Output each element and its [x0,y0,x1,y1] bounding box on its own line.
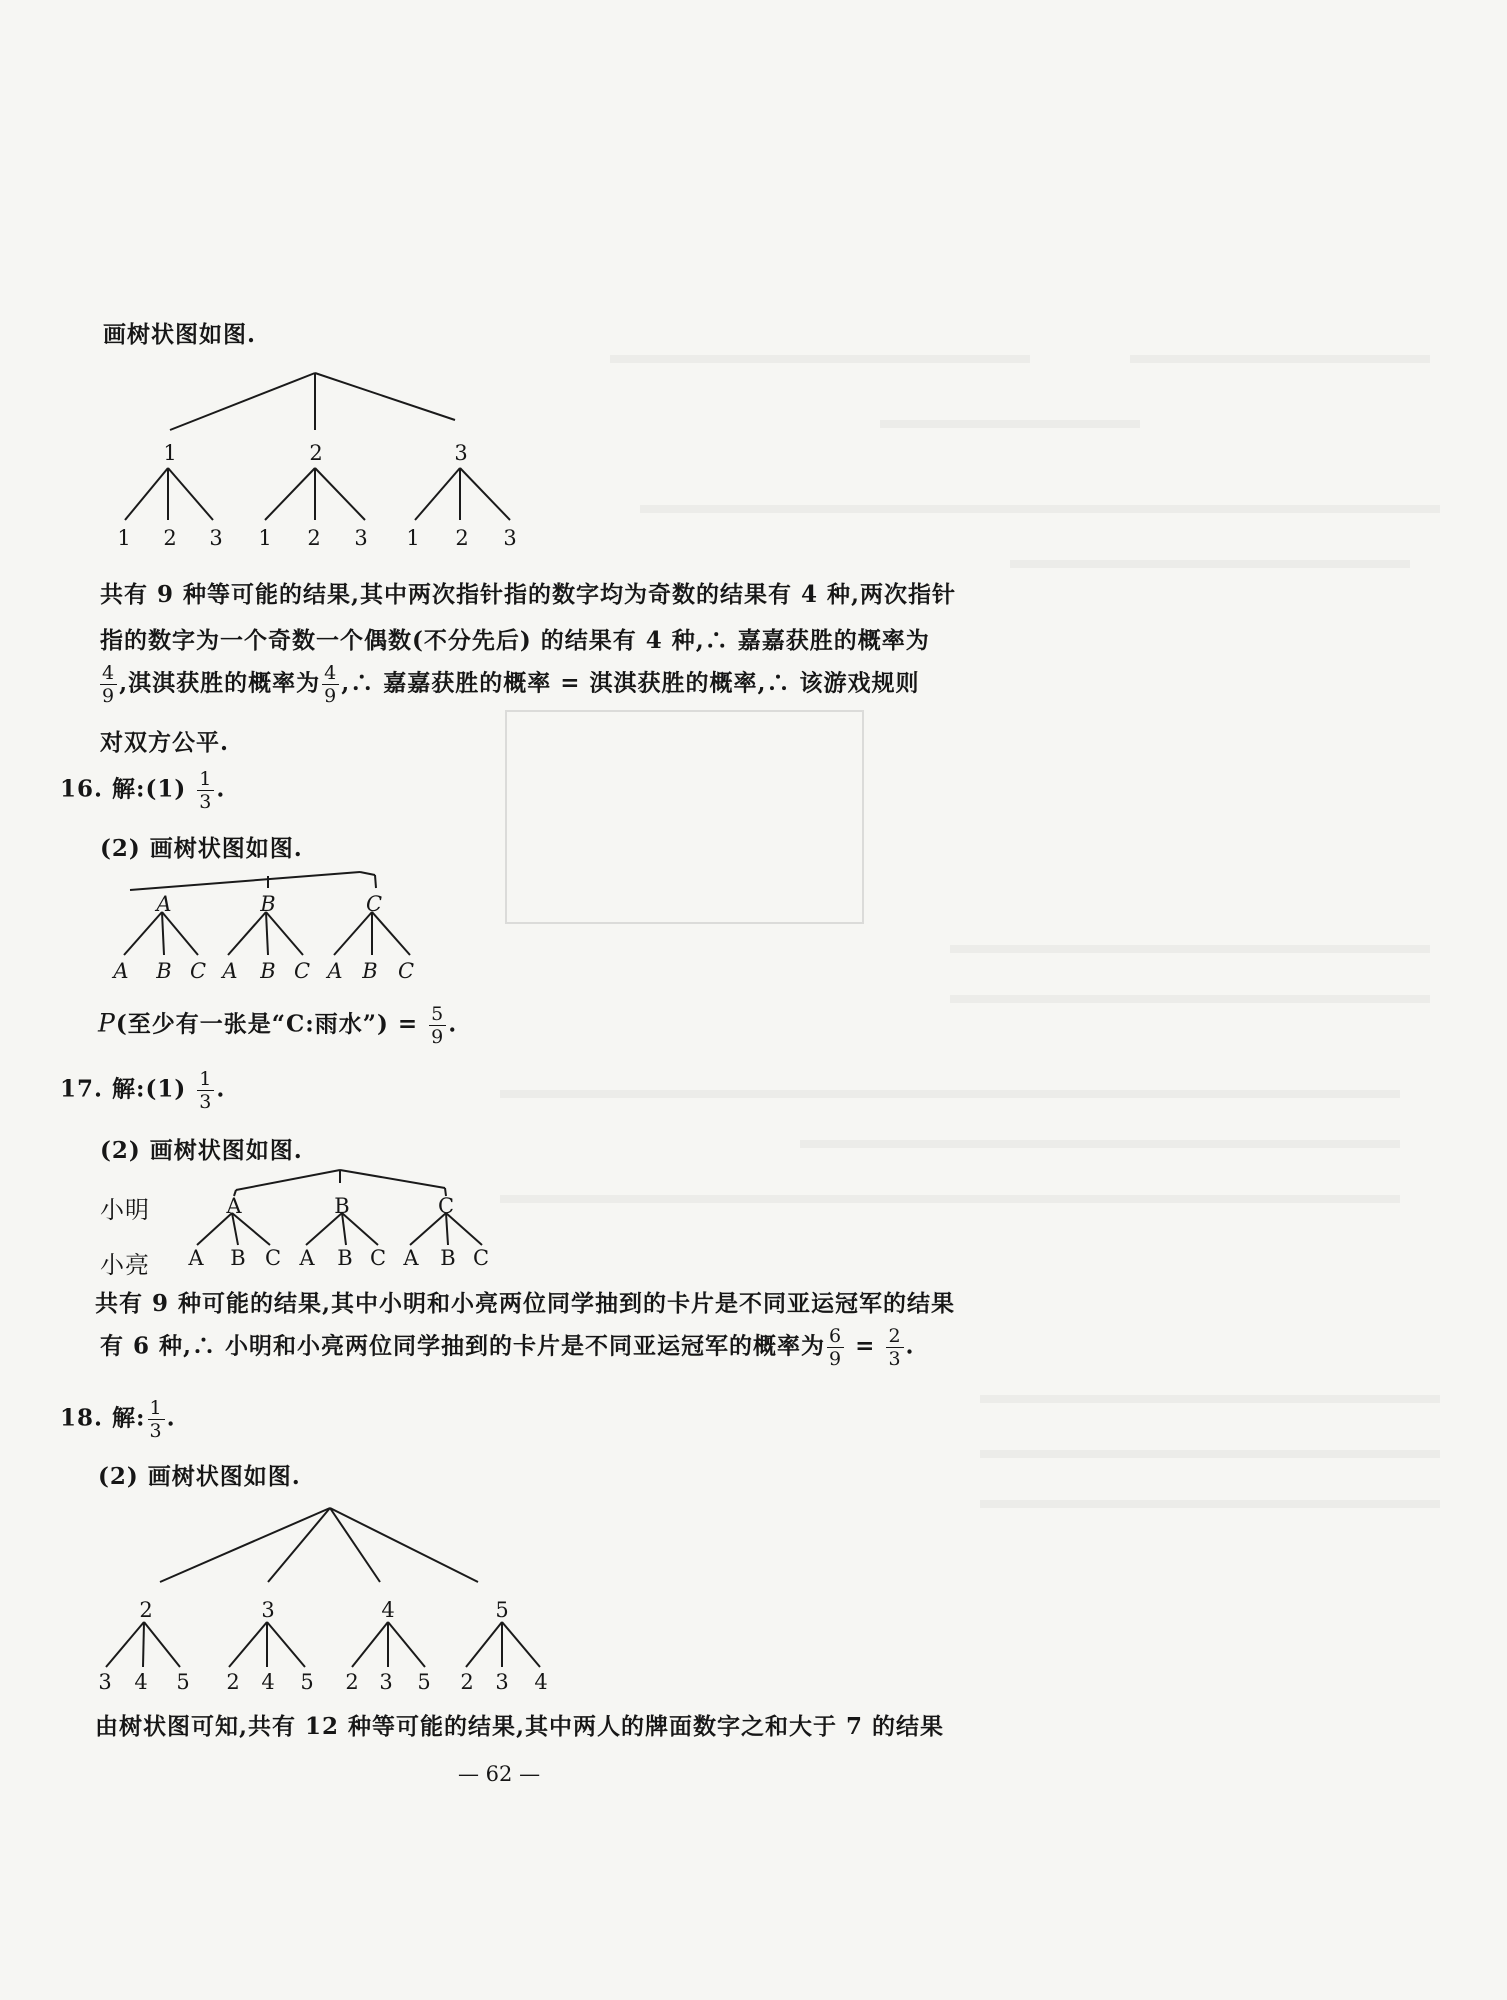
tree3-leaf: C [369,1246,387,1270]
tree3-leaf: C [472,1246,490,1270]
tree3-node-l1: A [226,1194,242,1218]
tree-branch [466,1622,502,1667]
tree3-leaf: B [230,1246,246,1270]
fraction-denominator: 3 [888,1348,902,1370]
text-segment: . [905,1332,915,1360]
tree4-leaf: 5 [176,1670,190,1694]
tree3-node-l1: C [437,1194,455,1218]
tree-branch [330,1508,380,1582]
tree2-leaf: A [222,959,238,983]
tree3-leaf: A [403,1246,419,1270]
tree-intro: 画树状图如图. [103,321,257,348]
fraction-numerator: 5 [431,1003,445,1025]
fraction-denominator: 9 [829,1348,843,1370]
tree4-leaf: 5 [300,1670,314,1694]
tree4-node-l1: 3 [261,1598,275,1622]
row-label-xiaoming: 小明 [100,1196,150,1224]
tree4-node-l1: 4 [381,1598,395,1622]
tree-branch [229,1622,267,1667]
text-segment: 有 6 种,∴ 小明和小亮两位同学抽到的卡片是不同亚运冠军的概率为 [100,1332,826,1360]
fraction-numerator: 4 [102,662,116,684]
tree2-node-l1: B [260,892,276,916]
tree1-node-l1: 3 [454,441,468,465]
tree1-leaf: 1 [258,526,272,550]
tree4-leaf: 2 [226,1670,240,1694]
tree2-leaf: C [293,959,311,983]
text-segment: ,淇淇获胜的概率为 [119,669,321,697]
tree-branch [352,1622,388,1667]
fraction-denominator: 3 [199,791,213,813]
fraction-denominator: 3 [199,1091,213,1113]
tree1-leaf: 2 [455,526,469,550]
tree4-leaf: 4 [534,1670,548,1694]
tree3-leaf: C [264,1246,282,1270]
q18-line1: 由树状图可知,共有 12 种等可能的结果,其中两人的牌面数字之和大于 7 的结果 [95,1713,945,1740]
text-segment: (至少有一张是“C:雨水”) = [115,1010,428,1038]
tree4-leaf: 4 [134,1670,148,1694]
fraction-numerator: 4 [324,662,338,684]
tree4-node-l1: 2 [139,1598,153,1622]
tree-branch [106,1622,144,1667]
tree1-leaf: 3 [354,526,368,550]
fraction-denominator: 9 [102,685,116,707]
tree-branch [502,1622,540,1667]
text-segment: . [216,775,226,803]
tree3-leaf: A [299,1246,315,1270]
fraction-numerator: 6 [829,1325,843,1347]
tree4-leaf: 3 [98,1670,112,1694]
text-segment: . [448,1010,458,1038]
tree4-leaf: 3 [379,1670,393,1694]
text-segment: P [98,1008,116,1038]
tree3-node-l1: B [334,1194,350,1218]
tree1-leaf: 2 [307,526,321,550]
tree4-leaf: 2 [345,1670,359,1694]
tree-branch [267,1622,305,1667]
text-segment: 18. 解: [60,1404,146,1432]
q16-part2: (2) 画树状图如图. [100,835,303,862]
tree-branch [144,1622,180,1667]
text-segment: . [166,1404,176,1432]
q15-line1: 共有 9 种等可能的结果,其中两次指针指的数字均为奇数的结果有 4 种,两次指针 [100,581,957,608]
fraction-denominator: 9 [431,1026,445,1048]
fraction-numerator: 1 [199,1068,213,1090]
tree-branch [160,1508,330,1582]
q18-part2: (2) 画树状图如图. [98,1463,301,1490]
fraction-numerator: 1 [149,1397,163,1419]
tree4-leaf: 2 [460,1670,474,1694]
text-segment: . [216,1075,226,1103]
tree4-node-l1: 5 [495,1598,509,1622]
fraction-numerator: 1 [199,768,213,790]
fraction-numerator: 2 [888,1325,902,1347]
fraction-denominator: 9 [324,685,338,707]
page-number: — 62 — [458,1762,541,1786]
tree1-leaf: 1 [117,526,131,550]
tree3-leaf: B [337,1246,353,1270]
tree2-leaf: A [113,959,129,983]
tree4-leaf: 5 [417,1670,431,1694]
tree1-leaf: 3 [209,526,223,550]
tree2-leaf: C [189,959,207,983]
tree-branch [330,1508,478,1582]
tree2-node-l1: A [156,892,172,916]
tree4-leaf: 3 [495,1670,509,1694]
fraction-denominator: 3 [149,1420,163,1442]
text-segment: = [846,1332,885,1360]
tree2-leaf: C [397,959,415,983]
q15-line2: 指的数字为一个奇数一个偶数(不分先后) 的结果有 4 种,∴ 嘉嘉获胜的概率为 [100,627,930,654]
tree1-node-l1: 2 [309,441,323,465]
tree1-node-l1: 1 [163,441,177,465]
q17-part2: (2) 画树状图如图. [100,1137,303,1164]
row-label-xiaoliang: 小亮 [100,1251,150,1279]
q15-line4: 对双方公平. [100,729,230,756]
tree3-leaf: B [440,1246,456,1270]
tree2-leaf: B [260,959,276,983]
tree-branch [388,1622,425,1667]
tree2-leaf: B [156,959,172,983]
tree-branch [143,1622,144,1667]
tree4-leaf: 4 [261,1670,275,1694]
text-segment: 17. 解:(1) [60,1075,196,1103]
tree-branch [268,1508,330,1582]
tree1-leaf: 1 [406,526,420,550]
q17-line1: 共有 9 种可能的结果,其中小明和小亮两位同学抽到的卡片是不同亚运冠军的结果 [95,1290,956,1317]
tree1-leaf: 3 [503,526,517,550]
tree2-leaf: A [327,959,343,983]
text-segment: 16. 解:(1) [60,775,196,803]
text-segment: ,∴ 嘉嘉获胜的概率 = 淇淇获胜的概率,∴ 该游戏规则 [341,669,920,697]
tree2-node-l1: C [365,892,383,916]
tree3-leaf: A [188,1246,204,1270]
tree2-leaf: B [362,959,378,983]
tree1-leaf: 2 [163,526,177,550]
